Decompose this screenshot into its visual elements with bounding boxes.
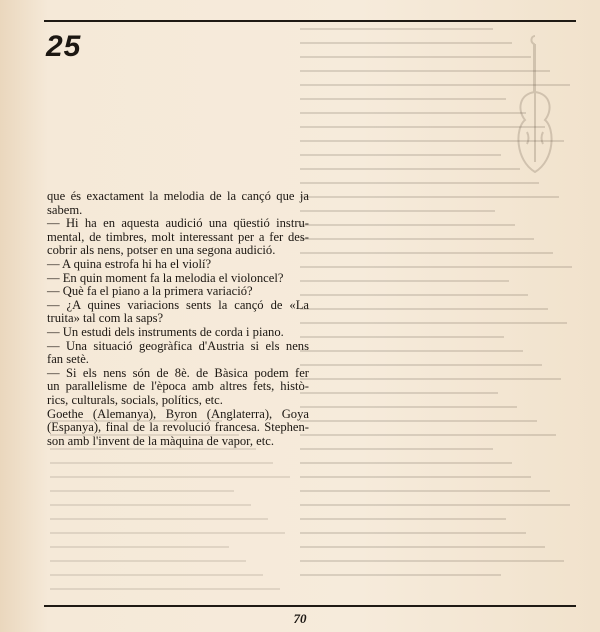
show-through-line bbox=[300, 434, 556, 436]
show-through-line bbox=[300, 112, 526, 114]
show-through-line bbox=[300, 420, 537, 422]
text-line: — Si els nens són de 8è. de Bàsica podem fer bbox=[47, 365, 309, 380]
show-through-line bbox=[300, 504, 570, 506]
show-through-line bbox=[300, 392, 498, 394]
show-through-line bbox=[50, 476, 290, 478]
text-line: truita» tal com la saps? bbox=[47, 311, 164, 326]
show-through-line bbox=[50, 518, 268, 520]
show-through-line bbox=[300, 168, 520, 170]
show-through-line bbox=[50, 504, 251, 506]
top-rule bbox=[44, 20, 576, 22]
show-through-line bbox=[300, 196, 559, 198]
text-line: rics, culturals, socials, polítics, etc. bbox=[47, 392, 223, 407]
text-line: — ¿A quines variacions sents la cançó de «La bbox=[47, 297, 309, 312]
show-through-line bbox=[300, 350, 523, 352]
paragraph bbox=[47, 190, 309, 217]
text-line: — Què fa el piano a la primera variació? bbox=[47, 284, 253, 299]
paragraph bbox=[47, 217, 309, 258]
show-through-line bbox=[300, 364, 542, 366]
show-through-line bbox=[300, 322, 567, 324]
show-through-line bbox=[300, 224, 515, 226]
text-line: fan setè. bbox=[47, 352, 89, 367]
show-through-line bbox=[300, 476, 531, 478]
show-through-line bbox=[300, 308, 548, 310]
show-through-line bbox=[300, 546, 545, 548]
show-through-line bbox=[300, 266, 572, 268]
paragraph bbox=[47, 285, 309, 299]
show-through-line bbox=[300, 182, 539, 184]
show-through-line bbox=[300, 406, 517, 408]
paragraph bbox=[47, 340, 309, 367]
paragraph bbox=[47, 326, 309, 340]
text-line: — Un estudi dels instruments de corda i piano. bbox=[47, 324, 284, 339]
show-through-line bbox=[300, 462, 512, 464]
show-through-line bbox=[50, 532, 285, 534]
text-line: un parallelisme de l'època amb altres fets, histò- bbox=[47, 379, 309, 394]
chapter-number: 25 bbox=[46, 30, 82, 63]
text-line: — A quina estrofa hi ha el violí? bbox=[47, 256, 212, 271]
text-line: — Una situació geogràfica d'Austria si els nens bbox=[47, 338, 309, 353]
show-through-line bbox=[300, 56, 531, 58]
text-line: son amb l'invent de la màquina de vapor, etc. bbox=[47, 433, 274, 448]
show-through-line bbox=[300, 238, 534, 240]
show-through-line bbox=[300, 448, 493, 450]
show-through-line bbox=[300, 294, 528, 296]
show-through-line bbox=[50, 448, 256, 450]
show-through-line bbox=[300, 252, 553, 254]
show-through-line bbox=[50, 490, 234, 492]
text-line: — En quin moment fa la melodia el violoncel? bbox=[47, 270, 284, 285]
text-line: que és exactament la melodia de la cançó que ja bbox=[47, 189, 309, 203]
show-through-line bbox=[50, 560, 246, 562]
show-through-line bbox=[50, 546, 229, 548]
paragraph bbox=[47, 299, 309, 326]
text-line: (Espanya), final de la revolució francesa. Stephen- bbox=[47, 420, 309, 435]
show-through-line bbox=[300, 378, 561, 380]
show-through-line bbox=[300, 574, 501, 576]
bottom-rule bbox=[44, 605, 576, 607]
body-text bbox=[47, 190, 309, 448]
double-bass-illustration bbox=[505, 32, 565, 182]
text-line: sabem. bbox=[47, 202, 83, 217]
page-number: 70 bbox=[293, 611, 307, 626]
paragraph bbox=[47, 258, 309, 272]
paragraph bbox=[47, 408, 309, 449]
paragraph bbox=[47, 272, 309, 286]
show-through-line bbox=[50, 574, 263, 576]
text-line: Goethe (Alemanya), Byron (Anglaterra), Goya bbox=[47, 406, 309, 421]
show-through-line bbox=[300, 490, 550, 492]
show-through-line bbox=[300, 154, 501, 156]
show-through-line bbox=[300, 280, 509, 282]
show-through-line bbox=[300, 336, 504, 338]
show-through-line bbox=[50, 588, 280, 590]
text-line: — Hi ha en aquesta audició una qüestió instru- bbox=[47, 216, 309, 231]
text-line: cobrir als nens, potser en una segona audició. bbox=[47, 243, 276, 258]
show-through-line bbox=[300, 42, 512, 44]
show-through-line bbox=[50, 462, 273, 464]
show-through-line bbox=[300, 28, 493, 30]
paragraph bbox=[47, 367, 309, 408]
show-through-line bbox=[300, 98, 506, 100]
show-through-line bbox=[300, 210, 495, 212]
show-through-line bbox=[300, 518, 506, 520]
text-line: mental, de timbres, molt interessant per a fer des- bbox=[47, 229, 309, 244]
show-through-line bbox=[300, 560, 564, 562]
show-through-line bbox=[300, 532, 526, 534]
